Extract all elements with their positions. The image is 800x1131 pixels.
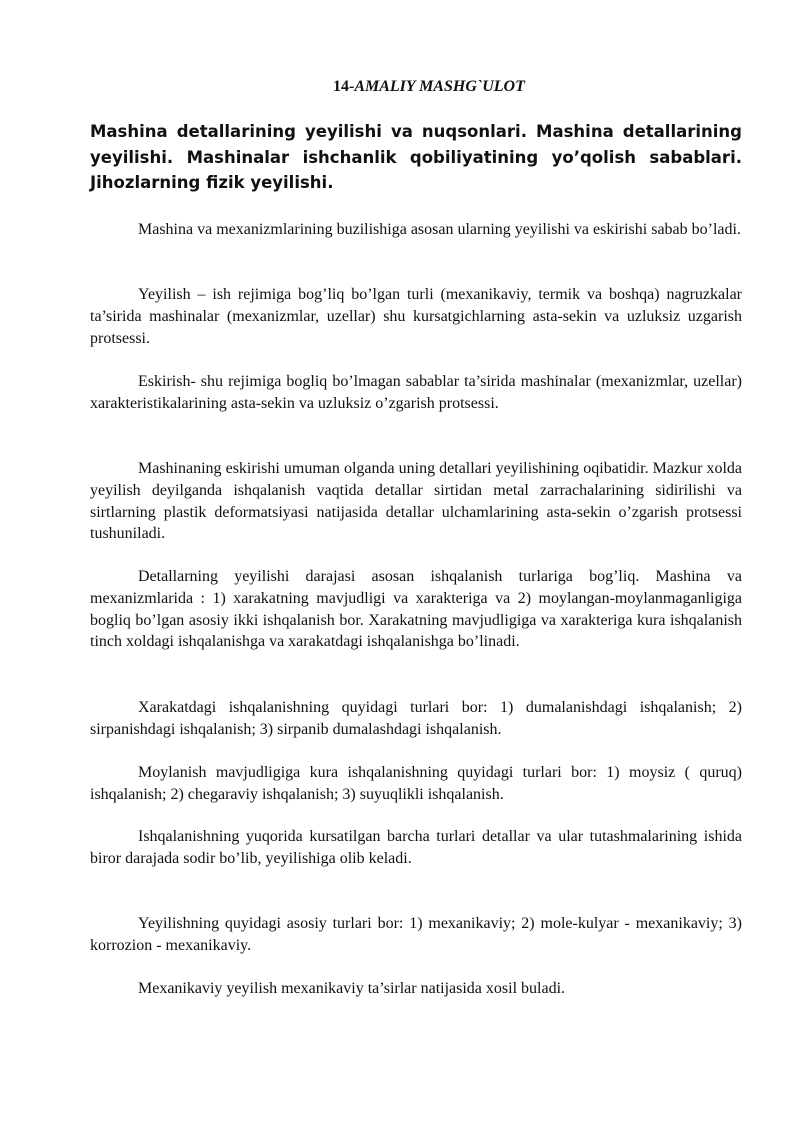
paragraph-9: Yeyilishning quyidagi asosiy turlari bor: 1) mexanikaviy; 2) mole-kulyar - mexanikaviy; 3) korrozion - mexanikaviy. <box>90 915 742 954</box>
paragraph-4: Mashinaning eskirishi umuman olganda uning detallari yeyilishining oqibatidir. Mazkur xolda yeyilish deyilganda ishqalanish vaqtida detallar sirtidan metal zarrachalarining sidirilishi va sirtlarning plastik deformatsiyasi natijasida detallar ulchamlarining asta-sekin o’zgarish protsessi tushuniladi. <box>90 460 742 543</box>
paragraph-6: Xarakatdagi ishqalanishning quyidagi turlari bor: 1) dumalanishdagi ishqalanish; 2) sirpanishdagi ishqalanish; 3) sirpanib dumalashdagi ishqalanish. <box>90 699 742 738</box>
paragraph-8: Ishqalanishning yuqorida kursatilgan barcha turlari detallar va ular tutashmalarining ishida biror darajada sodir bo’lib, yeyilishiga olib keladi. <box>90 828 742 867</box>
document-title: Mashina detallarining yeyilishi va nuqsonlari. Mashina detallarining yeyilishi. Mashinalar ishchanlik qobiliyatining yo’qolish sabablari. Jihozlarning fizik yeyilishi. <box>90 122 742 192</box>
paragraph-10: Mexanikaviy yeyilish mexanikaviy ta’sirlar natijasida xosil buladi. <box>138 980 566 997</box>
page-heading <box>333 77 525 97</box>
paragraph-3: Eskirish- shu rejimiga bogliq bo’lmagan sabablar ta’sirida mashinalar (mexanizmlar, uzellar) xarakteristikalarining asta-sekin va uzluksiz o’zgarish protsessi. <box>90 373 742 412</box>
paragraph-7: Moylanish mavjudligiga kura ishqalanishning quyidagi turlari bor: 1) moysiz ( quruq) ishqalanish; 2) chegaraviy ishqalanish; 3) suyuqlikli ishqalanish. <box>90 764 742 803</box>
paragraph-2: Yeyilish – ish rejimiga bog’liq bo’lgan turli (mexanikaviy, termik va boshqa) nagruzkalar ta’sirida mashinalar (mexanizmlar, uzellar) shu kursatgichlarning asta-sekin va uzluksiz uzgarish protsessi. <box>90 286 742 347</box>
heading-number: 14- <box>333 78 355 95</box>
paragraph-5: Detallarning yeyilishi darajasi asosan ishqalanish turlariga bog’liq. Mashina va mexanizmlarida : 1) xarakatning mavjudligi va xarakteriga va 2) moylangan-moylanmaganligiga bogliq bo’lgan asosiy ikki ishqalanish bor. Xarakatning mavjudligiga va xarakteriga kura ishqalanish tinch xoldagi ishqalanishga va xarakatdagi ishqalanishga bo’linadi. <box>90 568 742 651</box>
paragraph-1: Mashina va mexanizmlarining buzilishiga asosan ularning yeyilishi va eskirishi sabab bo’ladi. <box>138 221 741 238</box>
heading-text: AMALIY MASHG`ULOT <box>354 78 525 95</box>
